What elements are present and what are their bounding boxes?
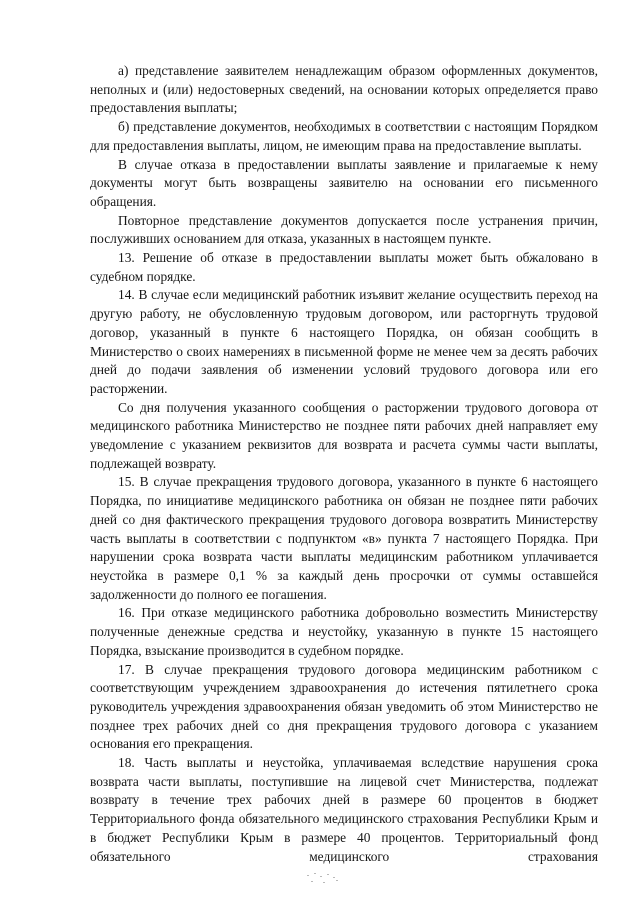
paragraph-item-13: 13. Решение об отказе в предоставлении выплаты может быть обжаловано в судебном порядке. — [90, 250, 598, 284]
paragraph-notification: Со дня получения указанного сообщения о расторжении трудового договора от медицинского работника Министерство не позднее пяти рабочих дней направляет ему уведомление с указанием реквизитов для возврата и расчета суммы части выплаты, подлежащей возврату. — [90, 399, 598, 471]
paragraph-item-17: 17. В случае прекращения трудового договора медицинским работником с соответствующим учреждением здравоохранения до истечения пятилетнего срока руководитель учреждения здравоохранения обязан уведомить об этом Министерство не позднее трех рабочих дней со дня прекращения трудового договора с указанием основания его прекращения. — [90, 661, 598, 752]
paragraph-item-16: 16. При отказе медицинского работника добровольно возместить Министерству полученные денежные средства и неустойку, указанную в пункте 15 настоящего Порядка, взыскание производится в судебном порядке. — [90, 605, 598, 658]
paragraph-item-15: 15. В случае прекращения трудового договора, указанного в пункте 6 настоящего Порядка, по инициативе медицинского работника он обязан не позднее пяти рабочих дней со дня фактического прекращения трудового договора возвратить Министерству часть выплаты в соответствии с подпунктом «в» пункта 7 настоящего Порядка. При нарушении срока возврата части выплаты медицинским работником уплачивается неустойка в размере 0,1 % за каждый день просрочки от суммы оставшейся задолженности до полного ее погашения. — [90, 474, 598, 602]
paragraph-subitem-a: а) представление заявителем ненадлежащим образом оформленных документов, неполных и (или) недостоверных сведений, на основании которых определяется право предоставления выплаты; — [90, 63, 598, 116]
document-body — [90, 62, 598, 866]
paragraph-item-14: 14. В случае если медицинский работник изъявит желание осуществить переход на другую работу, не обусловленную трудовым договором, или расторгнуть трудовой договор, указанный в пункте 6 настоящего Порядка, он обязан сообщить в Министерство о своих намерениях в письменной форме не менее чем за десять рабочих дней до подачи заявления об изменении условий трудового договора или его расторжении. — [90, 287, 598, 396]
paragraph-item-18: 18. Часть выплаты и неустойка, уплачиваемая вследствие нарушения срока возврата части выплаты, поступившие на лицевой счет Министерства, подлежат возврату в течение трех рабочих дней в размере 60 процентов в бюджет Территориального фонда обязательного медицинского страхования Республики Крым и в бюджет Республики Крым в размере 40 процентов. Территориальный фонд обязательного медицинского страхования — [90, 755, 598, 864]
paragraph-subitem-b: б) представление документов, необходимых в соответствии с настоящим Порядком для предоставления выплаты, лицом, не имеющим права на предоставление выплаты. — [90, 119, 598, 153]
paragraph-resubmission: Повторное представление документов допускается после устранения причин, послуживших основанием для отказа, указанных в настоящем пункте. — [90, 212, 598, 247]
scan-artifact — [305, 872, 345, 886]
paragraph-refusal-return: В случае отказа в предоставлении выплаты заявление и прилагаемые к нему документы могут быть возвращены заявителю на основании его письменного обращения. — [90, 156, 598, 209]
